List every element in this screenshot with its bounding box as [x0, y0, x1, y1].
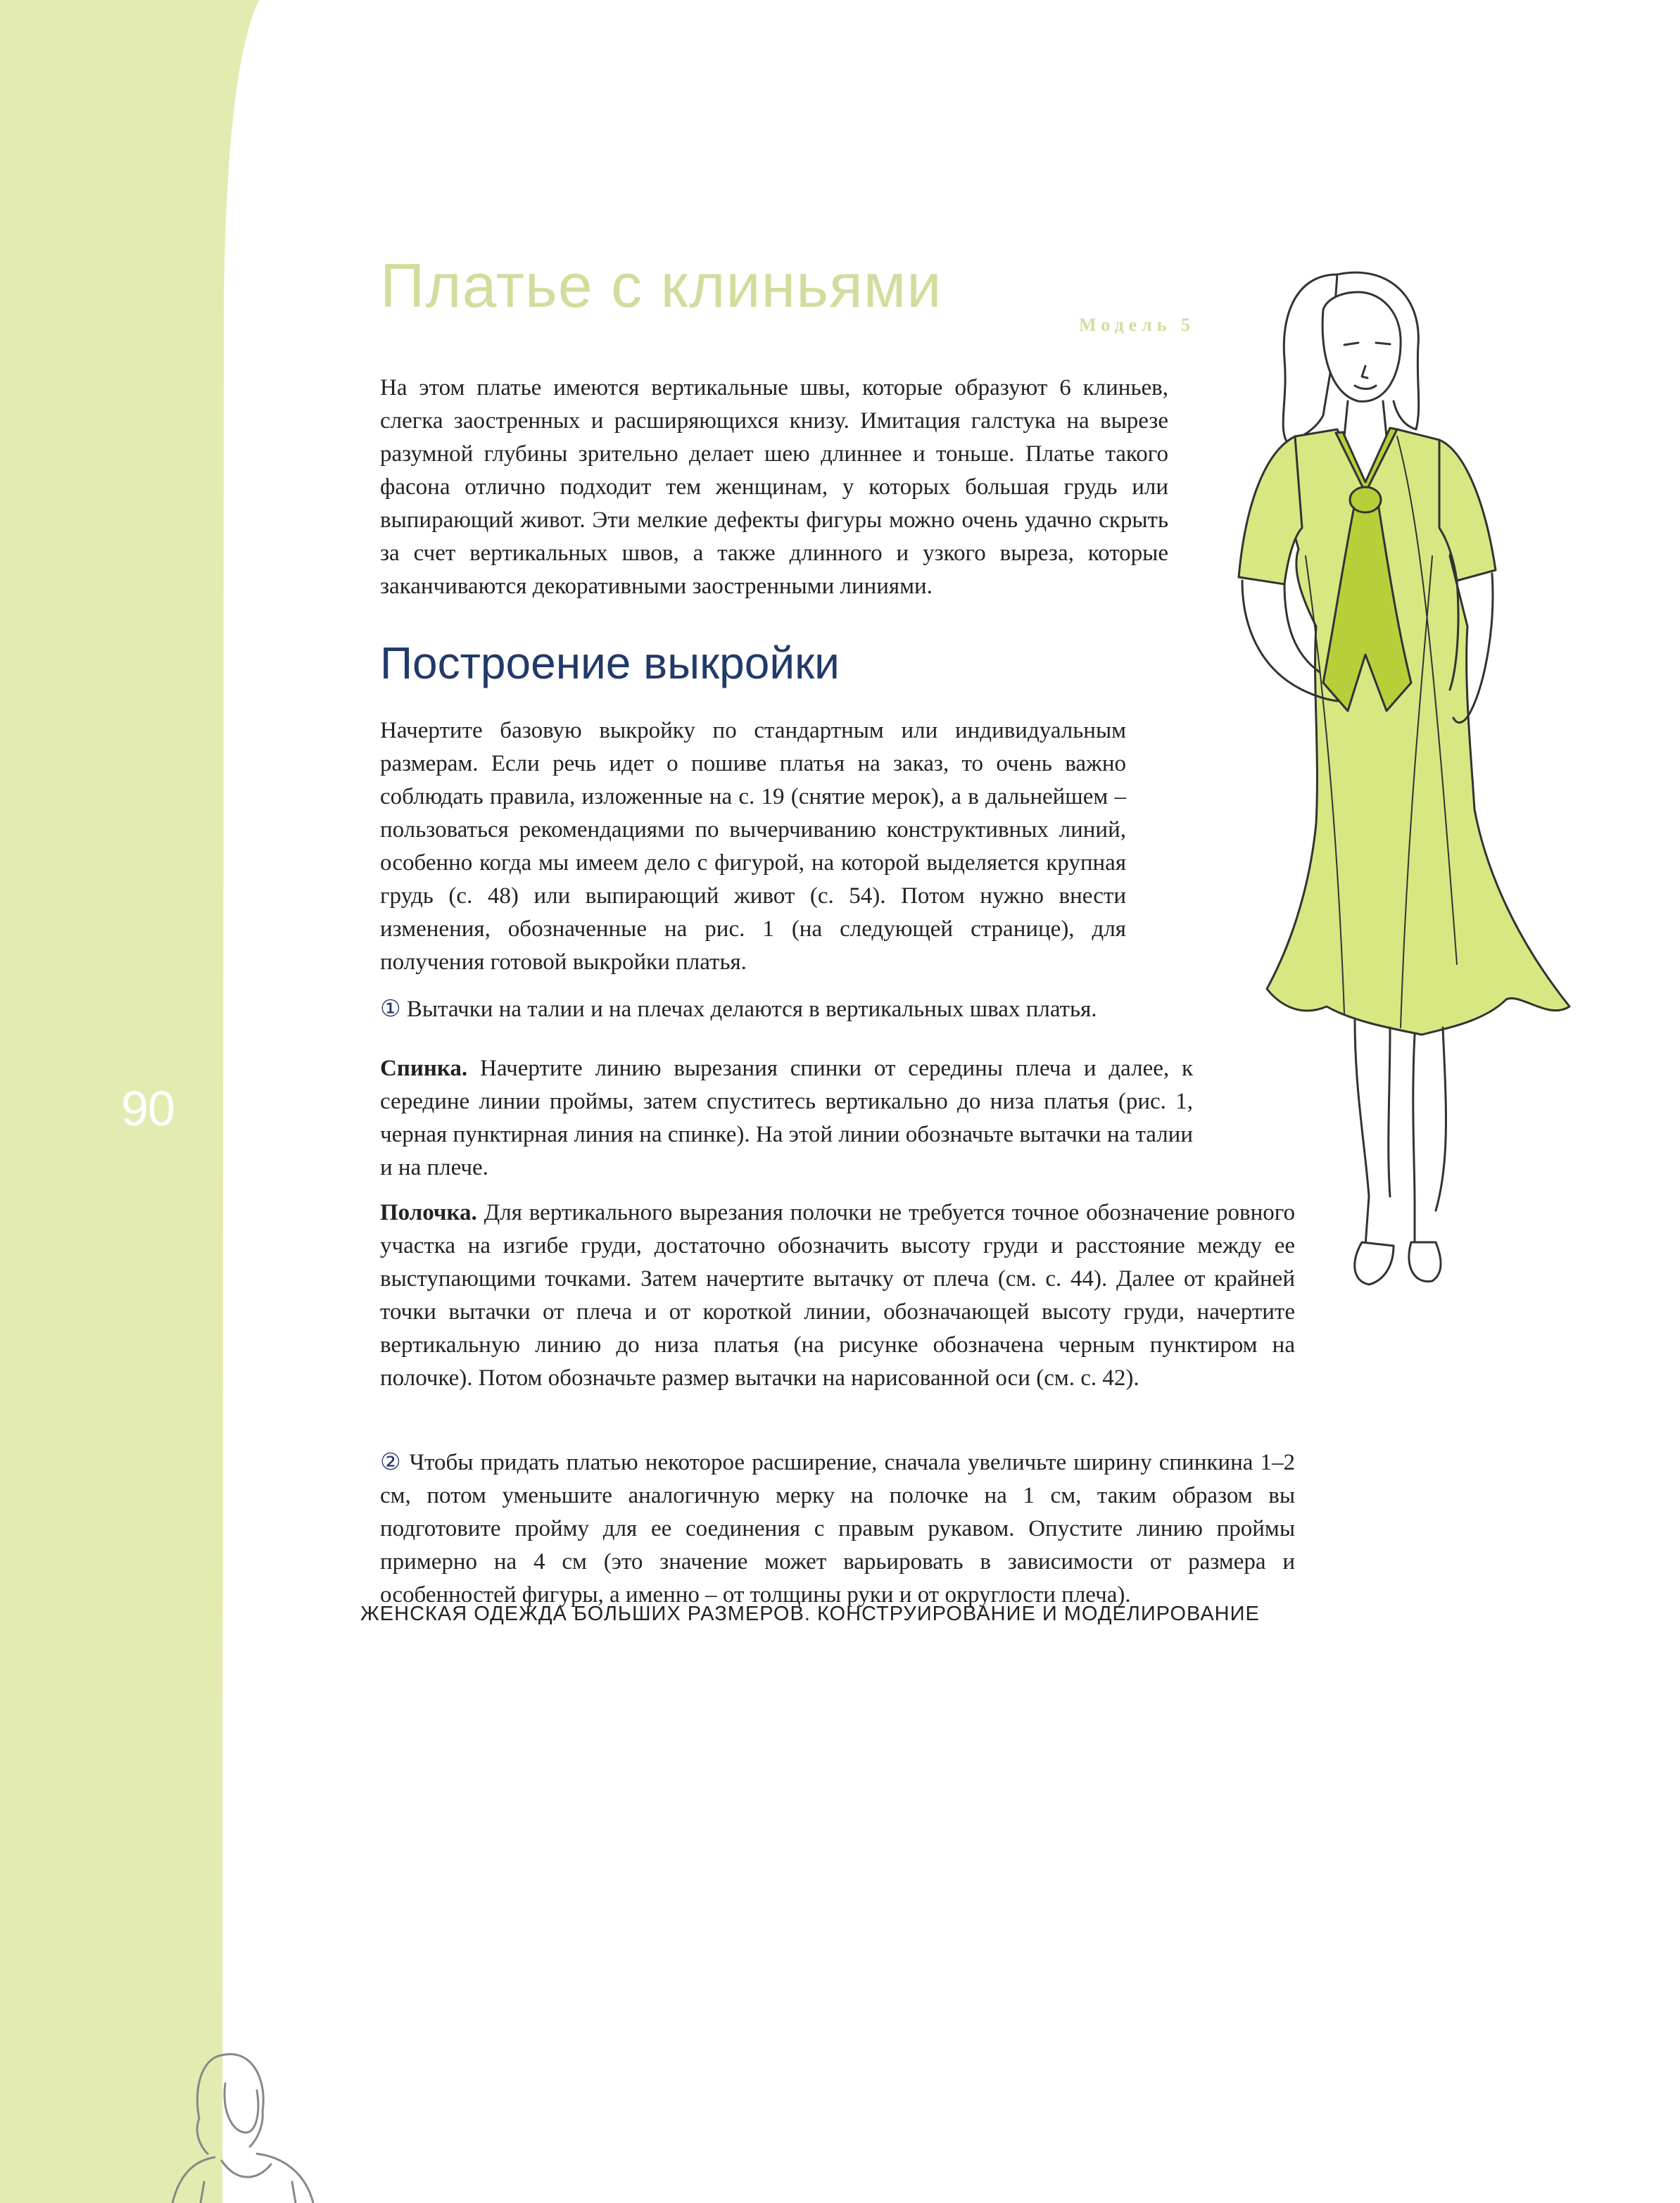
- dress-illustration: [1154, 260, 1605, 1316]
- section-heading: Построение выкройки: [380, 638, 840, 688]
- intro-paragraph: На этом платье имеются вертикальные швы, которые образуют 6 клиньев, слегка заостренных и расширяющихся книзу. Имитация галстука на вырезе разумной глубины зрительно делает шею длиннее и тоньше. Платье такого фасона отлично подходит тем женщинам, у которых большая грудь или выпирающий живот. Эти мелкие дефекты фигуры можно очень удачно скрыть за счет вертикальных швов, а также длинного и узкого выреза, которые заканчиваются декоративными заостренными линиями.: [380, 375, 1168, 599]
- mini-figure-illustration: [151, 2041, 362, 2203]
- step-1-marker: ①: [380, 997, 401, 1022]
- footer-running-title: ЖЕНСКАЯ ОДЕЖДА БОЛЬШИХ РАЗМЕРОВ. КОНСТРУИРОВАНИЕ И МОДЕЛИРОВАНИЕ: [360, 1603, 1260, 1625]
- back-text: Начертите линию вырезания спинки от середины плеча и далее, к середине линии проймы, затем спуститесь вертикально до низа платья (рис. 1, черная пунктирная линия на спинке). На этой линии обозначьте вытачки на талии и на плече.: [380, 1056, 1194, 1180]
- step-2-text: Чтобы придать платью некоторое расширение, сначала увеличьте ширину спинкина 1–2 см, потом уменьшите аналогичную мерку на полочке на 1 см, таким образом вы подготовите пройму для ее соединения с правым рукавом. Опустите линию проймы примерно на 4 см (это значение может варьировать в зависимости от размера и особенностей фигуры, а именно – от толщины руки и от округлости плеча).: [380, 1450, 1296, 1608]
- step-1-text: Вытачки на талии и на плечах делаются в вертикальных швах платья.: [406, 997, 1097, 1022]
- back-paragraph: [380, 1052, 1193, 1185]
- front-text: Для вертикального вырезания полочки не требуется точное обозначение ровного участка на изгибе груди, достаточно обозначить высоту груди и расстояние между ее выступающими точками. Затем начертите вытачку от плеча (см. с. 44). Далее от крайней точки вытачки от плеча и от короткой линии, обозначающей высоту груди, начертите вертикальную линию до низа платья (на рисунке обозначена черным пунктиром на полочке). Потом обозначьте размер вытачки на нарисованной оси (см. с. 42).: [380, 1200, 1296, 1391]
- back-label: Спинка.: [380, 1056, 468, 1081]
- page-title: Платье с клиньями: [380, 251, 942, 320]
- step-1-paragraph: [380, 993, 1168, 1026]
- page-number: 90: [121, 1081, 175, 1136]
- paragraph-base-pattern: Начертите базовую выкройку по стандартным или индивидуальным размерам. Если речь идет о пошиве платья на заказ, то очень важно соблюдать правила, изложенные на с. 19 (снятие мерок), а в дальнейшем – пользоваться рекомендациями по вычерчиванию конструктивных линий, особенно когда мы имеем дело с фигурой, на которой выделяется крупная грудь (с. 48) или выпирающий живот (с. 54). Потом нужно внести изменения, обозначенные на рис. 1 (на следующей странице), для получения готовой выкройки платья.: [380, 718, 1126, 975]
- step-2-paragraph: [380, 1446, 1295, 1612]
- model-label: Модель 5: [1079, 315, 1195, 335]
- step-2-marker: ②: [380, 1450, 403, 1475]
- front-label: Полочка.: [380, 1200, 477, 1225]
